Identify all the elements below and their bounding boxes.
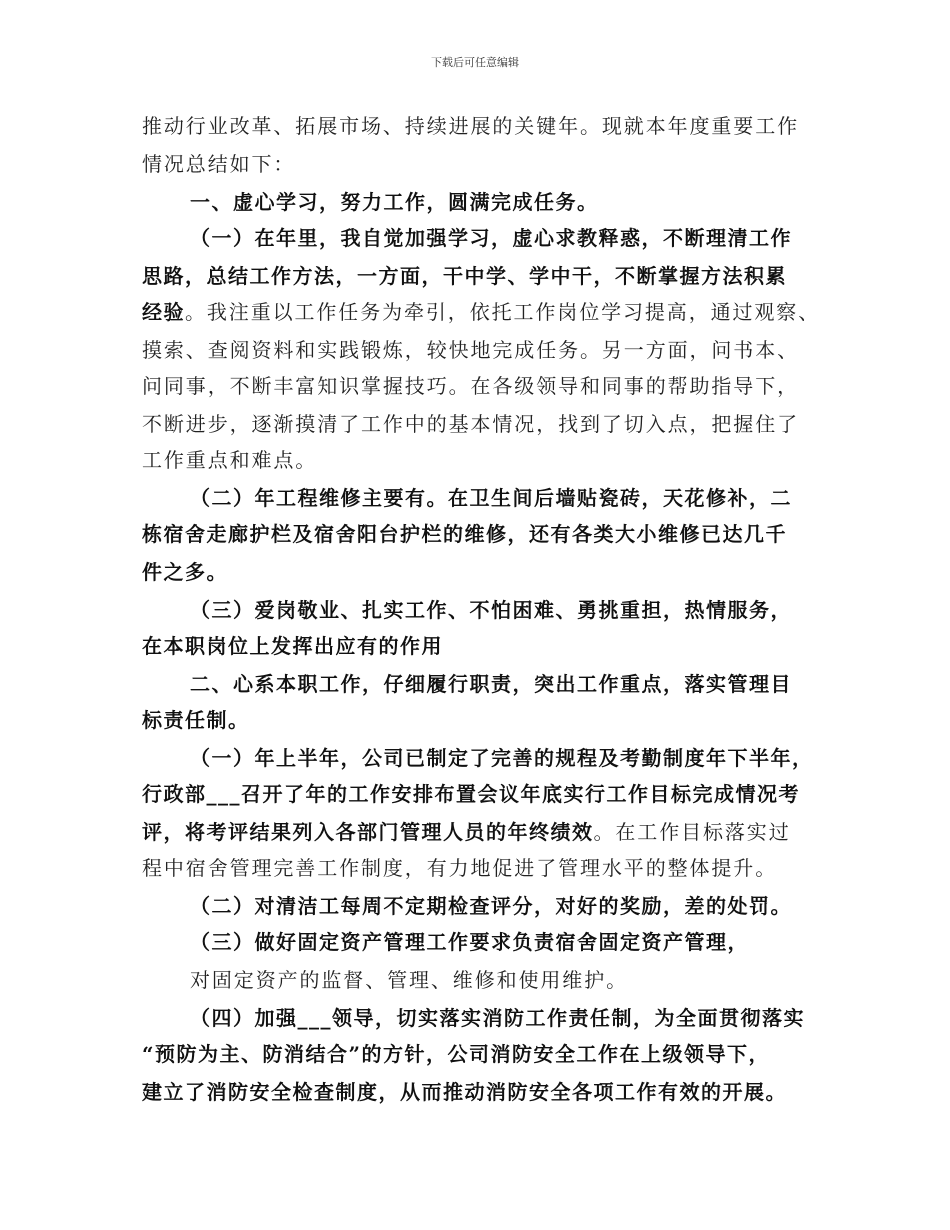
bold-text: 评，将考评结果列入各部门管理人员的年终绩效 <box>142 820 594 844</box>
bold-text: （四）加强___领导，切实落实消防工作责任制，为全面贯彻落实 <box>190 1006 805 1030</box>
bold-text: 建立了消防安全检查制度，从而推动消防安全各项工作有效的开展。 <box>142 1080 787 1104</box>
text-line <box>142 300 820 324</box>
body-text: 。我注重以工作任务为牵引，依托工作岗位学习提高，通过观察、 <box>185 300 821 324</box>
text-line <box>142 374 799 398</box>
body-text: 情况总结如下： <box>142 152 296 176</box>
text-line <box>190 672 792 696</box>
text-line <box>142 114 799 138</box>
body-text: 不断进步，逐渐摸清了工作中的基本情况，找到了切入点，把握住了 <box>142 412 799 436</box>
text-line <box>190 226 792 250</box>
text-line <box>142 522 787 546</box>
bold-text: 行政部___召开了年的工作安排布置会议年底实行工作目标完成情况考 <box>142 782 800 806</box>
body-text: 问同事，不断丰富知识掌握技巧。在各级领导和同事的帮助指导下， <box>142 374 799 398</box>
text-line <box>190 486 792 510</box>
body-text: 摸索、查阅资料和实践锻炼，较快地完成任务。另一方面，问书本、 <box>142 338 799 362</box>
body-text: 。在工作目标落实过 <box>593 820 791 844</box>
text-line <box>190 190 599 214</box>
text-line <box>190 968 628 992</box>
text-line <box>142 856 777 880</box>
text-line <box>142 820 791 844</box>
bold-text: 思路，总结工作方法，一方面，干中学、学中干，不断掌握方法积累 <box>142 264 787 288</box>
bold-text: （三）做好固定资产管理工作要求负责宿舍固定资产管理， <box>190 930 749 954</box>
text-line <box>142 1080 787 1104</box>
text-line <box>190 930 749 954</box>
bold-text: （一）年上半年，公司已制定了完善的规程及考勤制度年下半年， <box>190 746 814 770</box>
bold-text: 件之多。 <box>142 560 228 584</box>
bold-text: 在本职岗位上发挥出应有的作用 <box>142 634 443 658</box>
body-text: 程中宿舍管理完善工作制度，有力地促进了管理水平的整体提升。 <box>142 856 778 880</box>
body-text: 工作重点和难点。 <box>142 448 318 472</box>
body-text: 对固定资产的监督、管理、维修和使用维护。 <box>190 968 628 992</box>
text-line <box>142 152 295 176</box>
bold-text: 一、虚心学习，努力工作，圆满完成任务。 <box>190 190 599 214</box>
bold-text: 栋宿舍走廊护栏及宿舍阳台护栏的维修，还有各类大小维修已达几千 <box>142 522 787 546</box>
text-line <box>190 746 814 770</box>
text-line <box>142 412 799 436</box>
text-line <box>142 264 787 288</box>
text-line <box>142 634 443 658</box>
bold-text: （一）在年里，我自觉加强学习，虚心求教释惑，不断理清工作 <box>190 226 792 250</box>
text-line <box>142 448 317 472</box>
bold-text: （三）爱岗敬业、扎实工作、不怕困难、勇挑重担，热情服务， <box>190 598 792 622</box>
text-line <box>142 782 800 806</box>
bold-text: “预防为主、防消结合”的方针，公司消防安全工作在上级领导下， <box>142 1042 771 1066</box>
text-line <box>142 338 799 362</box>
text-line <box>142 560 228 584</box>
body-text: 推动行业改革、拓展市场、持续进展的关键年。现就本年度重要工作 <box>142 114 799 138</box>
text-line <box>190 598 792 622</box>
bold-text: （二）年工程维修主要有。在卫生间后墙贴瓷砖，天花修补，二 <box>190 486 792 510</box>
text-line <box>190 894 792 918</box>
text-line <box>142 1042 770 1066</box>
bold-text: 标责任制。 <box>142 708 250 732</box>
page-header: 下载后可任意编辑 <box>431 56 519 69</box>
bold-text: 二、心系本职工作，仔细履行职责，突出工作重点，落实管理目 <box>190 672 792 696</box>
bold-text: （二）对清洁工每周不定期检查评分，对好的奖励，差的处罚。 <box>190 894 792 918</box>
bold-text: 经验 <box>142 300 185 324</box>
text-line <box>190 1006 805 1030</box>
text-line <box>142 708 250 732</box>
